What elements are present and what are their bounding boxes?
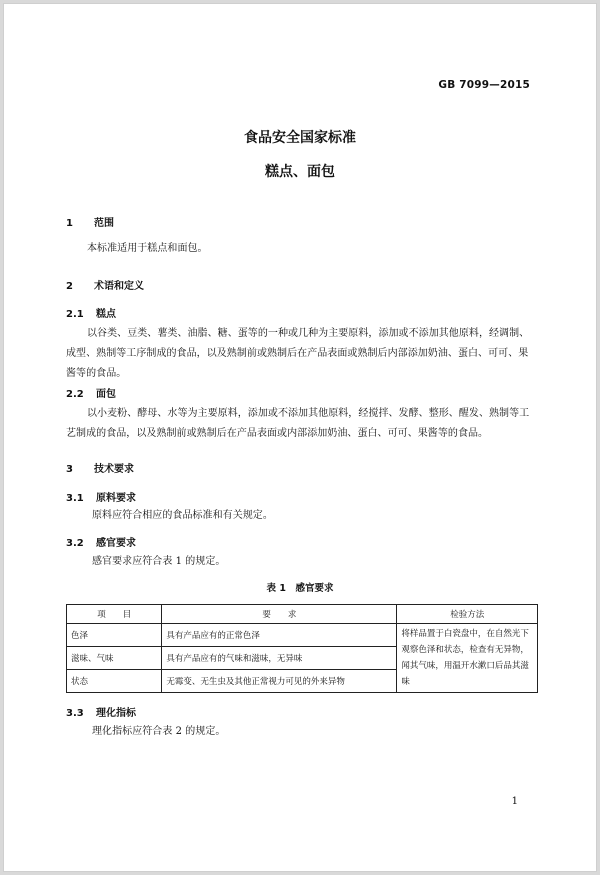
section-title: 术语和定义 [94, 281, 144, 292]
table-cell-requirement: 具有产品应有的气味和滋味，无异味 [162, 647, 397, 670]
document-title: 食品安全国家标准 [244, 130, 356, 146]
table-cell-method: 将样品置于白瓷盘中，在自然光下观察色泽和状态，检查有无异物，闻其气味，用温开水漱口后品其滋味 [397, 624, 538, 693]
page-number: 1 [511, 796, 518, 807]
section-number: 1 [66, 218, 73, 229]
section-heading-3-3 [66, 704, 136, 719]
table-cell-item: 色泽 [67, 624, 162, 647]
table-header-requirement: 要 求 [162, 605, 397, 624]
section-number: 3.2 [66, 538, 84, 549]
section-1-text: 本标准适用于糕点和面包。 [87, 243, 208, 254]
section-number: 2 [66, 281, 73, 292]
section-3-2-text: 感官要求应符合表 1 的规定。 [92, 556, 226, 567]
section-heading-2-2 [66, 385, 116, 400]
section-2-1-text: 以谷类、豆类、薯类、油脂、糖、蛋等的一种或几种为主要原料，添加或不添加其他原料，经调制、成型、熟制等工序制成的食品，以及熟制前或熟制后在产品表面或熟制后内部添加奶油、蛋白、可可、果酱等的食品。 [66, 328, 530, 379]
section-3-1-text: 原料应符合相应的食品标准和有关规定。 [92, 510, 273, 521]
section-number: 2.1 [66, 309, 84, 320]
section-title: 原料要求 [96, 493, 136, 504]
section-heading-3 [66, 460, 134, 475]
standard-number: GB 7099—2015 [438, 79, 530, 91]
section-number: 3.1 [66, 493, 84, 504]
section-heading-1 [66, 214, 114, 229]
table-header-row [67, 605, 538, 624]
document-subtitle: 糕点、面包 [265, 164, 335, 180]
section-3-3-text: 理化指标应符合表 2 的规定。 [92, 726, 226, 737]
table-cell-item: 状态 [67, 670, 162, 693]
section-number: 2.2 [66, 389, 84, 400]
section-2-2-text: 以小麦粉、酵母、水等为主要原料，添加或不添加其他原料，经搅拌、发酵、整形、醒发、熟制等工艺制成的食品，以及熟制前或熟制后在产品表面或内部添加奶油、蛋白、可可、果酱等的食品。 [66, 408, 530, 439]
section-heading-3-2 [66, 534, 136, 549]
section-title: 技术要求 [94, 464, 134, 475]
table-1-caption: 表 1 感官要求 [266, 583, 334, 594]
section-heading-2-1 [66, 305, 116, 320]
section-number: 3.3 [66, 708, 84, 719]
document-page [4, 4, 596, 871]
table-cell-item: 滋味、气味 [67, 647, 162, 670]
section-heading-3-1 [66, 489, 136, 504]
section-title: 范围 [94, 218, 114, 229]
section-number: 3 [66, 464, 73, 475]
section-title: 感官要求 [96, 538, 136, 549]
table-cell-requirement: 无霉变、无生虫及其他正常视力可见的外来异物 [162, 670, 397, 693]
table-header-item: 项 目 [67, 605, 162, 624]
section-title: 糕点 [96, 309, 116, 320]
table-1-sensory [66, 604, 538, 693]
table-row [67, 624, 538, 647]
section-title: 理化指标 [96, 708, 136, 719]
section-title: 面包 [96, 389, 116, 400]
table-header-method: 检验方法 [397, 605, 538, 624]
section-heading-2 [66, 277, 144, 292]
table-cell-requirement: 具有产品应有的正常色泽 [162, 624, 397, 647]
